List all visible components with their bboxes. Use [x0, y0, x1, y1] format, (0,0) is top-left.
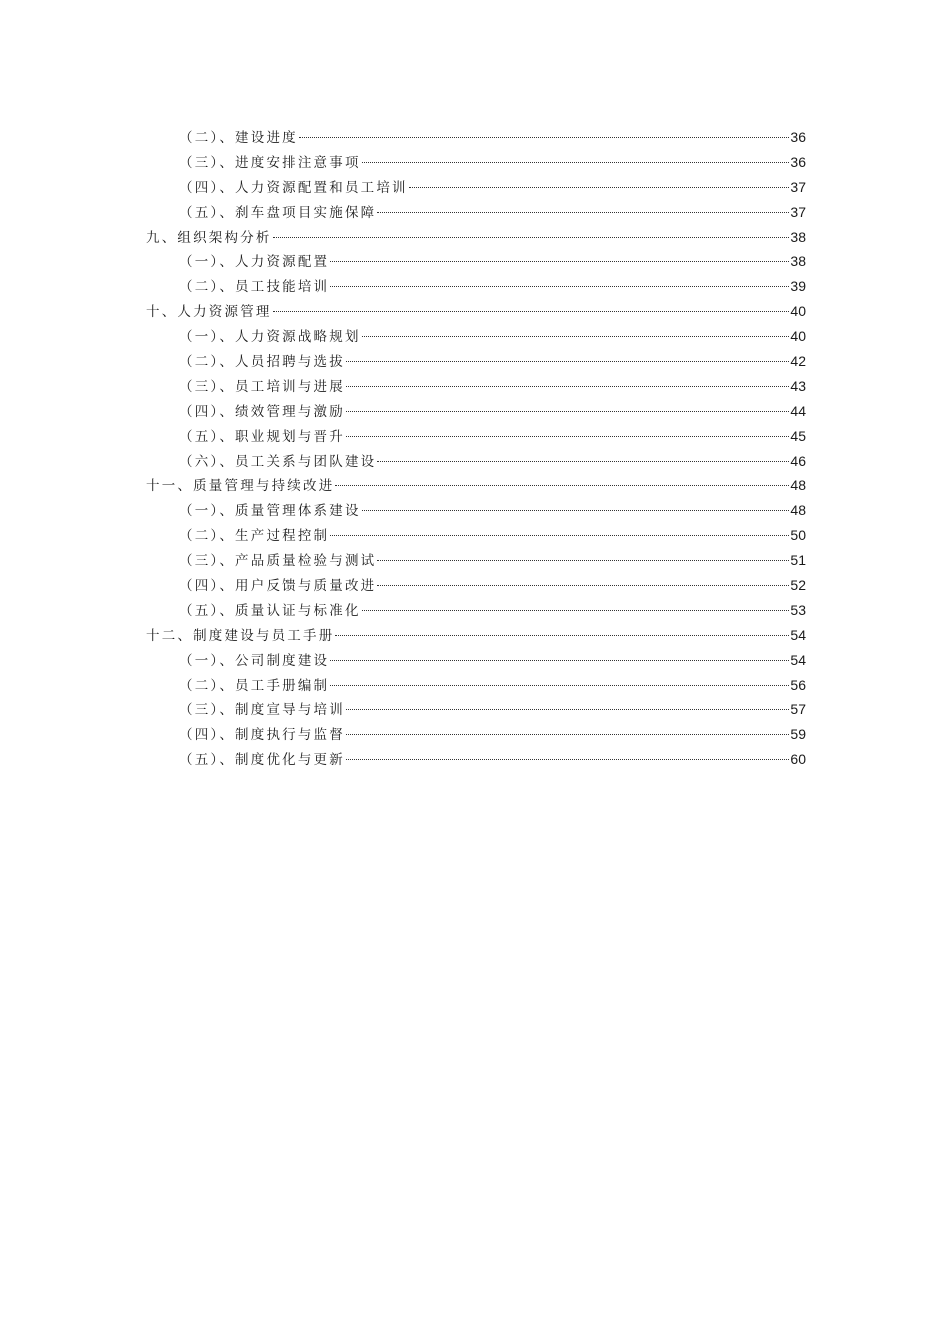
toc-entry-title: （五）、质量认证与标准化 [179, 602, 361, 619]
table-of-contents [146, 125, 806, 772]
toc-leader-dots [362, 610, 790, 611]
toc-leader-dots [409, 187, 790, 188]
toc-entry[interactable] [146, 722, 806, 747]
toc-entry[interactable] [146, 274, 806, 299]
toc-entry-title: （二）、生产过程控制 [179, 528, 330, 545]
toc-entry-page: 36 [790, 129, 806, 145]
toc-entry-title: （一）、人力资源战略规划 [179, 329, 361, 346]
toc-entry-page: 37 [790, 203, 806, 220]
toc-entry-page: 43 [790, 377, 806, 394]
toc-entry-title: （一）、人力资源配置 [179, 254, 330, 271]
toc-entry-title: 十二、制度建设与员工手册 [146, 627, 335, 644]
toc-entry[interactable] [146, 498, 806, 523]
toc-entry[interactable] [146, 548, 806, 573]
toc-leader-dots [335, 485, 789, 486]
toc-entry-title: （一）、公司制度建设 [179, 652, 330, 669]
toc-leader-dots [377, 212, 789, 213]
toc-entry[interactable] [146, 399, 806, 424]
toc-entry[interactable] [146, 249, 806, 274]
toc-entry-page: 53 [790, 601, 806, 618]
toc-entry-page: 38 [790, 253, 806, 270]
toc-entry-page: 56 [790, 676, 806, 693]
toc-leader-dots [346, 709, 789, 710]
toc-entry[interactable] [146, 349, 806, 374]
toc-entry-page: 36 [790, 153, 806, 170]
toc-entry-title: （三）、产品质量检验与测试 [179, 553, 377, 570]
toc-entry-page: 40 [790, 328, 806, 345]
toc-leader-dots [377, 585, 789, 586]
toc-entry[interactable] [146, 747, 806, 772]
toc-entry-title: （三）、员工培训与进展 [179, 378, 345, 395]
toc-entry-title: （二）、建设进度 [179, 130, 298, 146]
toc-entry-page: 60 [790, 751, 806, 768]
toc-entry[interactable] [146, 573, 806, 598]
toc-leader-dots [346, 361, 789, 362]
toc-entry[interactable] [146, 175, 806, 200]
toc-leader-dots [362, 162, 790, 163]
toc-entry-page: 38 [790, 228, 806, 245]
toc-entry-page: 57 [790, 701, 806, 718]
toc-entry-title: （五）、刹车盘项目实施保障 [179, 204, 377, 221]
toc-entry[interactable] [146, 673, 806, 698]
toc-entry-page: 39 [790, 278, 806, 295]
toc-leader-dots [362, 336, 790, 337]
toc-leader-dots [346, 386, 789, 387]
toc-entry[interactable] [146, 200, 806, 225]
toc-leader-dots [299, 137, 790, 138]
toc-entry-page: 50 [790, 527, 806, 544]
toc-entry-title: （二）、员工手册编制 [179, 677, 330, 694]
toc-entry-page: 44 [790, 402, 806, 419]
toc-leader-dots [273, 237, 790, 238]
toc-entry[interactable] [146, 225, 806, 250]
toc-entry-title: （三）、进度安排注意事项 [179, 154, 361, 171]
toc-entry[interactable] [146, 424, 806, 449]
toc-entry[interactable] [146, 324, 806, 349]
toc-entry-title: （四）、制度执行与监督 [179, 727, 345, 744]
toc-entry-page: 45 [790, 427, 806, 444]
toc-entry-page: 42 [790, 353, 806, 370]
toc-entry-title: （五）、制度优化与更新 [179, 752, 345, 769]
toc-entry-title: （四）、人力资源配置和员工培训 [179, 179, 408, 196]
toc-entry-title: 九、组织架构分析 [146, 229, 272, 246]
toc-leader-dots [330, 535, 789, 536]
toc-leader-dots [330, 685, 789, 686]
toc-entry[interactable] [146, 697, 806, 722]
toc-entry-page: 51 [790, 552, 806, 569]
toc-entry[interactable] [146, 598, 806, 623]
toc-leader-dots [362, 510, 790, 511]
toc-entry[interactable] [146, 150, 806, 175]
toc-leader-dots [346, 436, 789, 437]
toc-entry[interactable] [146, 648, 806, 673]
toc-entry-title: （四）、用户反馈与质量改进 [179, 578, 377, 595]
toc-leader-dots [330, 261, 789, 262]
toc-entry-page: 40 [790, 303, 806, 320]
toc-entry-page: 46 [790, 452, 806, 469]
toc-entry[interactable] [146, 449, 806, 474]
toc-leader-dots [335, 635, 789, 636]
toc-entry-title: （三）、制度宣导与培训 [179, 702, 345, 719]
toc-entry-page: 48 [790, 477, 806, 494]
toc-entry[interactable] [146, 623, 806, 648]
toc-entry[interactable] [146, 299, 806, 324]
toc-entry-title: 十、人力资源管理 [146, 304, 272, 321]
toc-entry-title: （五）、职业规划与晋升 [179, 428, 345, 445]
toc-entry-page: 59 [790, 726, 806, 743]
toc-entry-page: 48 [790, 502, 806, 519]
toc-entry-title: （二）、员工技能培训 [179, 279, 330, 296]
toc-entry[interactable] [146, 473, 806, 498]
toc-leader-dots [346, 759, 789, 760]
toc-entry-title: 十一、质量管理与持续改进 [146, 478, 335, 495]
toc-entry-title: （二）、人员招聘与选拔 [179, 354, 345, 371]
toc-entry-title: （六）、员工关系与团队建设 [179, 453, 377, 470]
toc-entry[interactable] [146, 374, 806, 399]
toc-leader-dots [346, 411, 789, 412]
toc-leader-dots [330, 286, 789, 287]
toc-entry-page: 54 [790, 651, 806, 668]
toc-entry[interactable] [146, 125, 806, 150]
toc-entry-page: 37 [790, 178, 806, 195]
toc-entry-page: 52 [790, 577, 806, 594]
toc-entry-title: （一）、质量管理体系建设 [179, 503, 361, 520]
toc-leader-dots [273, 311, 790, 312]
toc-entry-title: （四）、绩效管理与激励 [179, 403, 345, 420]
toc-leader-dots [346, 734, 789, 735]
toc-entry-page: 54 [790, 626, 806, 643]
toc-entry[interactable] [146, 523, 806, 548]
toc-leader-dots [377, 461, 789, 462]
toc-leader-dots [377, 560, 789, 561]
toc-leader-dots [330, 660, 789, 661]
